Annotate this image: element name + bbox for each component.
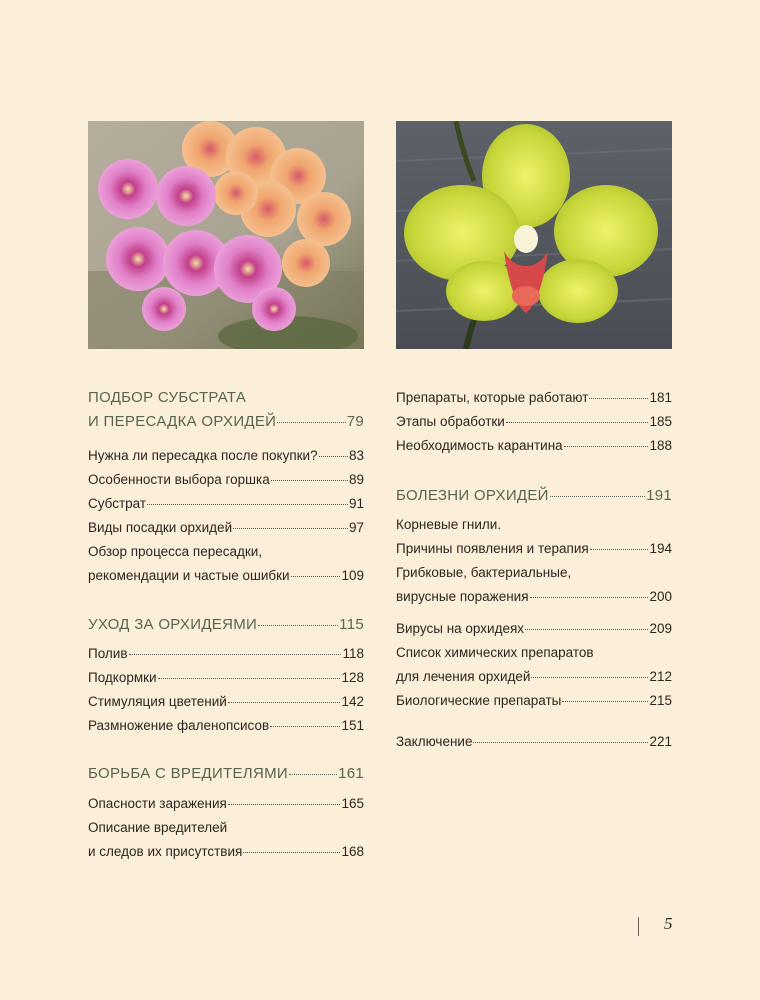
toc-entry-title: БОРЬБА С ВРЕДИТЕЛЯМИ xyxy=(88,765,288,782)
toc-entry[interactable] xyxy=(88,472,364,488)
toc-page-number: 221 xyxy=(649,734,672,749)
toc-entry-title: для лечения орхидей xyxy=(396,669,531,684)
toc-entry[interactable] xyxy=(396,390,672,406)
toc-entry-title: Подкормки xyxy=(88,670,157,685)
toc-entry-title: Субстрат xyxy=(88,496,147,511)
dot-leader xyxy=(233,528,348,529)
dot-leader xyxy=(319,456,348,457)
toc-page-number: 142 xyxy=(341,694,364,709)
orchid-photo-right xyxy=(396,121,672,349)
dot-leader xyxy=(564,446,649,447)
dot-leader xyxy=(277,422,345,423)
dot-leader xyxy=(243,852,340,853)
dot-leader xyxy=(129,654,342,655)
toc-page-number: 212 xyxy=(649,669,672,684)
toc-entry[interactable] xyxy=(396,693,672,709)
toc-page-number: 97 xyxy=(348,520,364,535)
toc-entry[interactable] xyxy=(88,718,364,734)
toc-page-number: 151 xyxy=(341,718,364,733)
toc-entry[interactable] xyxy=(396,645,672,685)
toc-entry-title: Нужна ли пересадка после покупки? xyxy=(88,448,318,463)
toc-entry[interactable] xyxy=(396,517,672,557)
toc-entry-title: Особенности выбора горшка xyxy=(88,472,270,487)
dot-leader xyxy=(531,677,648,678)
dot-leader xyxy=(473,742,648,743)
toc-page-number: 181 xyxy=(649,390,672,405)
toc-page-number: 83 xyxy=(348,448,364,463)
page-number: 5 xyxy=(664,914,673,933)
toc-page-number: 188 xyxy=(649,438,672,453)
dot-leader xyxy=(530,597,649,598)
toc-entry-title: Виды посадки орхидей xyxy=(88,520,233,535)
toc-entry-title: Размножение фаленопсисов xyxy=(88,718,270,733)
toc-entry[interactable] xyxy=(88,796,364,812)
dot-leader xyxy=(525,629,648,630)
dot-leader xyxy=(506,422,649,423)
toc-page-number: 165 xyxy=(341,796,364,811)
toc-section-heading[interactable] xyxy=(88,617,364,633)
toc-entry-title: УХОД ЗА ОРХИДЕЯМИ xyxy=(88,616,258,633)
toc-entry-title: ПОДБОР СУБСТРАТА xyxy=(88,389,247,406)
toc-entry-title: Грибковые, бактериальные, xyxy=(396,565,572,580)
toc-section-heading[interactable] xyxy=(396,488,672,504)
toc-entry-title: Необходимость карантина xyxy=(396,438,563,453)
toc-section-heading[interactable] xyxy=(88,390,364,430)
toc-entry[interactable] xyxy=(88,496,364,512)
toc-entry[interactable] xyxy=(396,734,672,750)
toc-entry[interactable] xyxy=(88,670,364,686)
toc-entry-title: Заключение xyxy=(396,734,473,749)
toc-entry-title: Список химических препаратов xyxy=(396,645,594,660)
toc-entry[interactable] xyxy=(396,414,672,430)
toc-entry-title: Причины появления и терапия xyxy=(396,541,589,556)
toc-entry[interactable] xyxy=(396,621,672,637)
toc-entry-title: Этапы обработки xyxy=(396,414,505,429)
toc-entry-title: Описание вредителей xyxy=(88,820,228,835)
toc-entry-title: Опасности заражения xyxy=(88,796,227,811)
dot-leader xyxy=(291,576,341,577)
toc-page-number: 194 xyxy=(649,541,672,556)
toc-page-number: 161 xyxy=(338,765,364,782)
toc-page-number: 200 xyxy=(649,589,672,604)
toc-entry-title: и следов их присутствия xyxy=(88,844,243,859)
dot-leader xyxy=(228,702,341,703)
toc-entry[interactable] xyxy=(88,694,364,710)
toc-entry-title: Корневые гнили. xyxy=(396,517,502,532)
toc-page-number: 128 xyxy=(341,670,364,685)
toc-entry[interactable] xyxy=(396,438,672,454)
dot-leader xyxy=(158,678,341,679)
dot-leader xyxy=(270,726,340,727)
folio-divider xyxy=(638,917,639,936)
dot-leader xyxy=(289,774,337,775)
toc-entry[interactable] xyxy=(88,646,364,662)
toc-entry-title: вирусные поражения xyxy=(396,589,529,604)
toc-entry-title: Биологические препараты xyxy=(396,693,562,708)
toc-entry[interactable] xyxy=(88,544,364,584)
toc-entry-title: Вирусы на орхидеях xyxy=(396,621,525,636)
toc-page-number: 115 xyxy=(339,616,364,633)
toc-section-heading[interactable] xyxy=(88,766,364,782)
dot-leader xyxy=(589,398,648,399)
toc-page-number: 109 xyxy=(341,568,364,583)
toc-entry-title: Стимуляция цветений xyxy=(88,694,227,709)
toc-entry[interactable] xyxy=(88,820,364,860)
toc-entry-title: Препараты, которые работают xyxy=(396,390,589,405)
toc-page-number: 118 xyxy=(342,646,364,661)
toc-entry-title: рекомендации и частые ошибки xyxy=(88,568,290,583)
toc-page-number: 89 xyxy=(348,472,364,487)
toc-page-number: 185 xyxy=(649,414,672,429)
dot-leader xyxy=(228,804,341,805)
toc-page-number: 168 xyxy=(341,844,364,859)
dot-leader xyxy=(550,496,645,497)
dot-leader xyxy=(147,504,348,505)
dot-leader xyxy=(258,625,338,626)
toc-page-number: 191 xyxy=(646,487,672,504)
toc-page-number: 215 xyxy=(649,693,672,708)
toc-page-number: 79 xyxy=(346,413,364,430)
toc-page-number: 209 xyxy=(649,621,672,636)
dot-leader xyxy=(590,549,649,550)
orchid-photo-left xyxy=(88,121,364,349)
toc-entry-title: БОЛЕЗНИ ОРХИДЕЙ xyxy=(396,487,549,504)
toc-entry[interactable] xyxy=(396,565,672,605)
toc-page-number: 91 xyxy=(348,496,364,511)
dot-leader xyxy=(271,480,348,481)
toc-entry-title: Обзор процесса пересадки, xyxy=(88,544,263,559)
toc-entry[interactable] xyxy=(88,448,364,464)
toc-entry[interactable] xyxy=(88,520,364,536)
toc-entry-title: Полив xyxy=(88,646,128,661)
toc-entry-title: И ПЕРЕСАДКА ОРХИДЕЙ xyxy=(88,413,277,430)
dot-leader xyxy=(562,701,648,702)
